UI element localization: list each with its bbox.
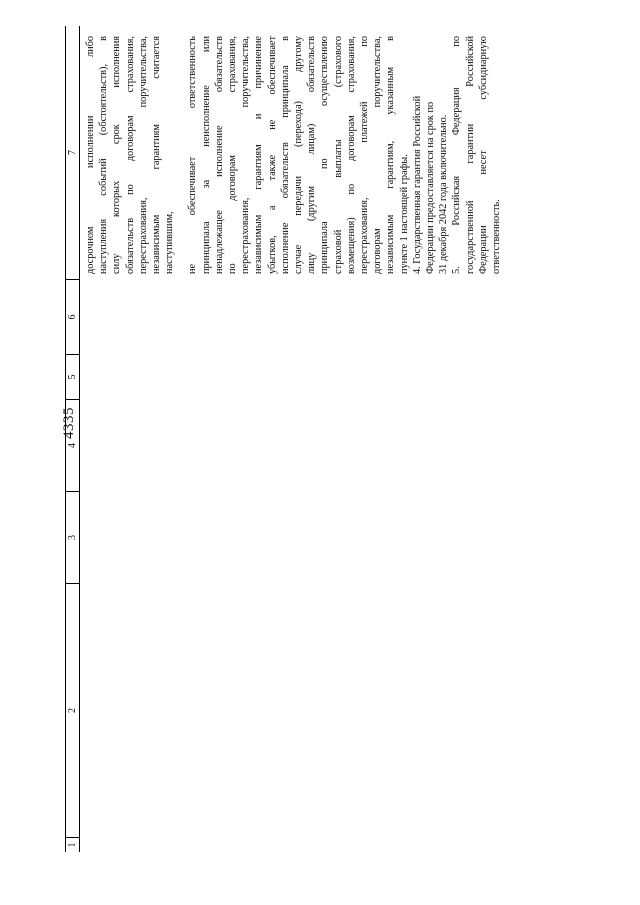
table-header: [65, 26, 80, 852]
col-header-4: 4: [66, 399, 79, 491]
col-header-2: 2: [66, 583, 79, 837]
col-header-5: 5: [66, 354, 79, 399]
col-header-6: 6: [66, 279, 79, 354]
paragraph-guarantee-term: 4. Государственная гарантия Российской Федерации предоставляется на срок по 31 декабря 2042 года включительно.: [411, 95, 450, 274]
column7-text: [84, 36, 503, 274]
paragraph-subsidiary-liability: 5. Российская Федерация по государственной гарантии Российской Федерации несет субсидиарную ответственность.: [451, 36, 503, 274]
col-header-1: 1: [66, 837, 79, 852]
paragraph-early-performance: досрочном исполнении либо наступления событий (обстоятельств), в силу которых срок исполнения обязательств по договорам страхования, перестрахования, поручительства, независимым гарантиям считается наступившим,: [85, 36, 176, 274]
col-header-7: 7: [67, 150, 78, 155]
paragraph-no-liability: не обеспечивает ответственность принципала за неисполнение или ненадлежащее исполнение обязательств по договорам страхования, перестрахования, поручительства, независимым гарантиям и причинение убытков, а также не обеспечивает исполнение обязательств принципала в случае передачи (перехода) другому лицу (другим лицам) обязательств принципала по осуществлению страховой выплаты (страхового возмещения) по договорам страхования, перестрахования, платежей по договорам поручительства, независимым гарантиям, указанным в пункте 1 настоящей графы.: [187, 36, 410, 274]
page-number: 4335: [61, 407, 77, 439]
rotated-table-page: [65, 26, 559, 852]
col-header-3: 3: [66, 491, 79, 583]
